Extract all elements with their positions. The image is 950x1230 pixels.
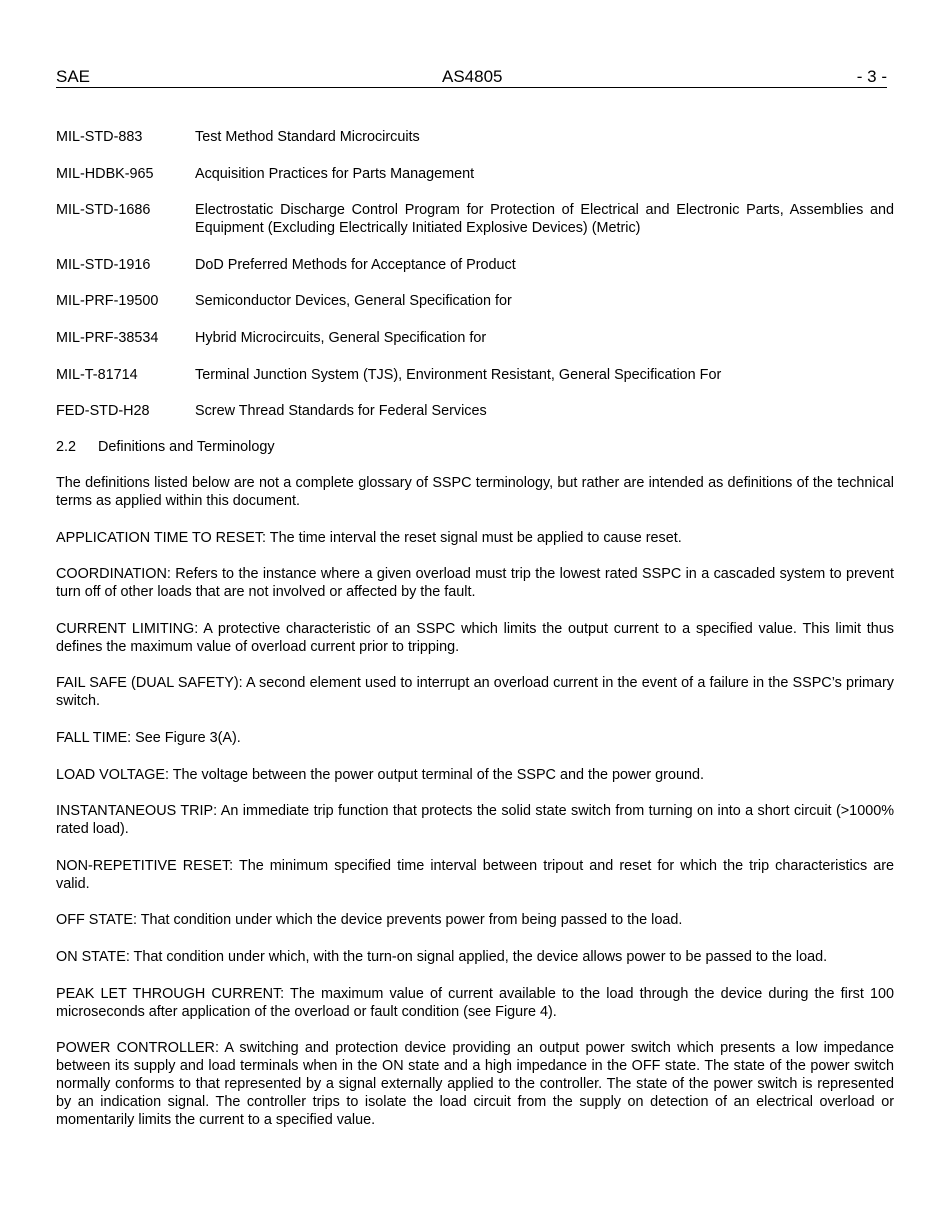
- definition-paragraph: CURRENT LIMITING: A protective characteristic of an SSPC which limits the output current to a specified value. This limit thus defines the maximum value of overload current prior to tripping.: [56, 620, 894, 655]
- intro-paragraph: The definitions listed below are not a complete glossary of SSPC terminology, but rather are intended as definitions of the technical terms as applied within this document.: [56, 475, 894, 509]
- reference-title: Hybrid Microcircuits, General Specification for: [195, 329, 487, 346]
- reference-title: DoD Preferred Methods for Acceptance of Product: [195, 256, 516, 273]
- reference-code: MIL-HDBK-965: [56, 165, 154, 182]
- reference-code: FED-STD-H28: [56, 403, 150, 420]
- definitions-body: [56, 474, 894, 1148]
- header-document-number: AS4805: [442, 67, 503, 86]
- reference-code: MIL-STD-883: [56, 129, 143, 145]
- reference-title: Terminal Junction System (TJS), Environment Resistant, General Specification For: [195, 366, 722, 383]
- reference-title: Screw Thread Standards for Federal Services: [195, 403, 487, 420]
- reference-row: [56, 292, 894, 310]
- reference-row: [56, 402, 894, 420]
- header-page-number: - 3 -: [856, 67, 887, 86]
- section-title: Definitions and Terminology: [98, 439, 275, 455]
- definition-paragraph: COORDINATION: Refers to the instance where a given overload must trip the lowest rated SSPC in a cascaded system to prevent turn off of other loads that are not involved or affected by the fault.: [56, 566, 894, 601]
- definition-paragraph: INSTANTANEOUS TRIP: An immediate trip function that protects the solid state switch from turning on into a short circuit (>1000% rated load).: [56, 803, 894, 838]
- reference-row: [56, 165, 894, 183]
- definition-paragraph: POWER CONTROLLER: A switching and protection device providing an output power switch which presents a low impedance between its supply and load terminals when in the ON state and a high impedance in the OFF state. The state of the power switch normally conforms to that represented by a signal externally applied to the controller. The state of the power switch is represented by an indication signal. The controller trips to isolate the load circuit from the supply on detection of an electrical overload or momentarily limits the current to a specified value.: [56, 1040, 894, 1129]
- reference-title: Semiconductor Devices, General Specification for: [195, 293, 512, 310]
- reference-code: MIL-PRF-19500: [56, 293, 159, 310]
- reference-code: MIL-T-81714: [56, 366, 138, 383]
- definition-paragraph: ON STATE: That condition under which, with the turn-on signal applied, the device allows power to be passed to the load.: [56, 948, 828, 965]
- reference-row: [56, 366, 894, 384]
- reference-row: [56, 201, 894, 237]
- definition-paragraph: FAIL SAFE (DUAL SAFETY): A second element used to interrupt an overload current in the event of a failure in the SSPC’s primary switch.: [56, 675, 894, 710]
- reference-code: MIL-STD-1916: [56, 256, 151, 273]
- reference-row: [56, 329, 894, 347]
- reference-row: [56, 128, 894, 146]
- header-organization: SAE: [56, 67, 91, 86]
- definition-paragraph: OFF STATE: That condition under which the device prevents power from being passed to the load.: [56, 912, 683, 929]
- definition-paragraph: APPLICATION TIME TO RESET: The time interval the reset signal must be applied to cause reset.: [56, 529, 682, 546]
- section-number: 2.2: [56, 439, 77, 455]
- section-heading: [56, 438, 275, 456]
- page-header: [56, 67, 887, 88]
- reference-title: Test Method Standard Microcircuits: [195, 129, 420, 145]
- reference-code: MIL-PRF-38534: [56, 329, 159, 346]
- definition-paragraph: FALL TIME: See Figure 3(A).: [56, 729, 241, 746]
- reference-title: Acquisition Practices for Parts Management: [195, 165, 475, 182]
- definition-paragraph: LOAD VOLTAGE: The voltage between the power output terminal of the SSPC and the power ground.: [56, 766, 704, 783]
- reference-list: [56, 128, 894, 439]
- definition-paragraph: PEAK LET THROUGH CURRENT: The maximum value of current available to the load through the device during the first 100 microseconds after application of the overload or fault condition (see Figure 4).: [56, 985, 894, 1020]
- reference-row: [56, 256, 894, 274]
- reference-code: MIL-STD-1686: [56, 202, 151, 219]
- definition-paragraph: NON-REPETITIVE RESET: The minimum specified time interval between tripout and reset for which the trip characteristics are valid.: [56, 857, 894, 892]
- reference-title: Electrostatic Discharge Control Program for Protection of Electrical and Electronic Parts, Assemblies and Equipment (Excluding Electrically Initiated Explosive Devices) (Metric): [195, 202, 894, 237]
